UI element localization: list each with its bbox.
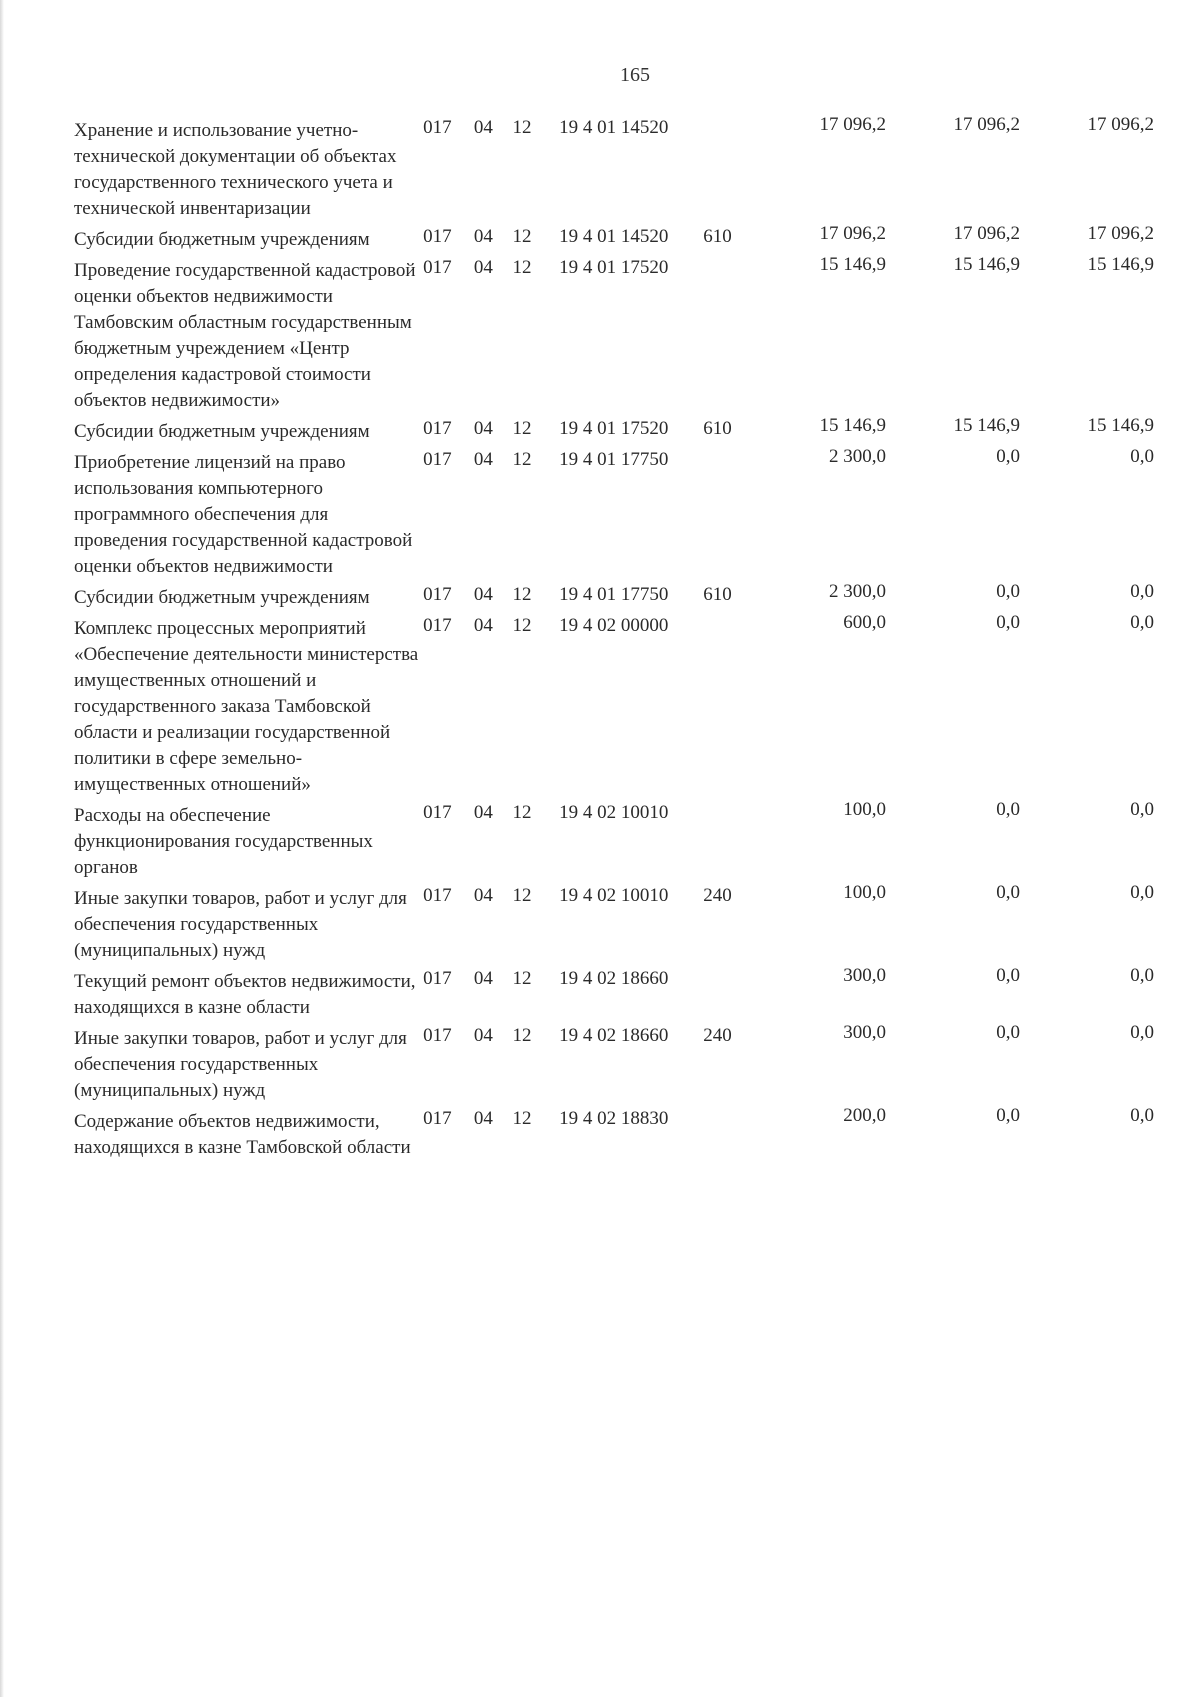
table-row (74, 450, 1154, 585)
row-expense-type (703, 115, 752, 224)
row-target-article: 19 4 01 14520 (559, 117, 669, 138)
row-name: Текущий ремонт объектов недвижимости, находящихся в казне области (74, 971, 416, 1018)
row-subsection-code: 12 (512, 615, 532, 636)
row-target-article: 19 4 02 10010 (559, 802, 669, 823)
table-row (74, 1109, 1154, 1166)
row-amount-year2: 0,0 (996, 581, 1020, 602)
row-name: Субсидии бюджетным учреждениям (74, 421, 370, 442)
row-amount-year3: 0,0 (1130, 965, 1154, 986)
row-name: Хранение и использование учетно-технической документации об объектах государственного технического учета и технической инвентаризации (74, 120, 397, 219)
row-grbs-code: 017 (423, 449, 452, 470)
row-grbs-code: 017 (423, 226, 452, 247)
table-row (74, 118, 1154, 227)
row-subsection-code: 12 (512, 1025, 532, 1046)
row-subsection-code: 12 (512, 226, 532, 247)
row-amount-year1: 300,0 (843, 965, 886, 986)
budget-table (74, 114, 1154, 1166)
row-grbs-code: 017 (423, 802, 452, 823)
row-target-article: 19 4 02 18660 (559, 1025, 669, 1046)
row-grbs-code: 017 (423, 1108, 452, 1129)
table-row (74, 616, 1154, 803)
table-body (74, 114, 1154, 1166)
row-amount-year3: 0,0 (1130, 581, 1154, 602)
row-name: Расходы на обеспечение функционирования государственных органов (74, 805, 373, 878)
row-section-code: 04 (473, 1108, 493, 1129)
table-row (74, 258, 1154, 419)
row-amount-year3: 17 096,2 (1087, 114, 1154, 135)
row-amount-year1: 17 096,2 (819, 114, 886, 135)
row-amount-year2: 17 096,2 (953, 114, 1020, 135)
row-expense-type (703, 800, 752, 883)
page-number: 165 (620, 64, 650, 86)
row-name: Иные закупки товаров, работ и услуг для обеспечения государственных (муниципальных) нужд (74, 1028, 407, 1101)
row-amount-year2: 15 146,9 (953, 254, 1020, 275)
row-amount-year3: 0,0 (1130, 1105, 1154, 1126)
row-subsection-code: 12 (512, 449, 532, 470)
row-target-article: 19 4 01 17520 (559, 418, 669, 439)
table-row (74, 803, 1154, 886)
table-row (74, 886, 1154, 969)
row-amount-year3: 15 146,9 (1087, 254, 1154, 275)
row-section-code: 04 (473, 117, 493, 138)
row-subsection-code: 12 (512, 257, 532, 278)
row-grbs-code: 017 (423, 1025, 452, 1046)
row-subsection-code: 12 (512, 418, 532, 439)
row-amount-year2: 0,0 (996, 1105, 1020, 1126)
row-expense-type (703, 1106, 752, 1163)
row-expense-type: 610 (703, 226, 732, 247)
row-amount-year3: 0,0 (1130, 799, 1154, 820)
row-expense-type: 240 (703, 885, 732, 906)
row-expense-type: 610 (703, 418, 732, 439)
row-amount-year2: 0,0 (996, 1022, 1020, 1043)
table-row (74, 1026, 1154, 1109)
row-grbs-code: 017 (423, 615, 452, 636)
row-section-code: 04 (473, 1025, 493, 1046)
row-amount-year1: 15 146,9 (819, 254, 886, 275)
row-subsection-code: 12 (512, 885, 532, 906)
row-amount-year1: 100,0 (843, 882, 886, 903)
row-section-code: 04 (473, 418, 493, 439)
row-amount-year3: 0,0 (1130, 1022, 1154, 1043)
row-target-article: 19 4 01 17750 (559, 449, 669, 470)
row-target-article: 19 4 01 17750 (559, 584, 669, 605)
row-amount-year2: 15 146,9 (953, 415, 1020, 436)
row-amount-year2: 0,0 (996, 612, 1020, 633)
row-target-article: 19 4 02 18830 (559, 1108, 669, 1129)
row-grbs-code: 017 (423, 584, 452, 605)
row-section-code: 04 (473, 449, 493, 470)
row-amount-year1: 2 300,0 (829, 446, 886, 467)
row-amount-year1: 2 300,0 (829, 581, 886, 602)
row-section-code: 04 (473, 226, 493, 247)
scan-edge (0, 0, 4, 1697)
row-target-article: 19 4 02 00000 (559, 615, 669, 636)
row-section-code: 04 (473, 615, 493, 636)
row-subsection-code: 12 (512, 584, 532, 605)
row-section-code: 04 (473, 968, 493, 989)
row-name: Субсидии бюджетным учреждениям (74, 587, 370, 608)
row-amount-year2: 0,0 (996, 799, 1020, 820)
row-subsection-code: 12 (512, 117, 532, 138)
row-amount-year3: 0,0 (1130, 612, 1154, 633)
row-section-code: 04 (473, 584, 493, 605)
row-subsection-code: 12 (512, 968, 532, 989)
row-amount-year3: 15 146,9 (1087, 415, 1154, 436)
row-target-article: 19 4 01 14520 (559, 226, 669, 247)
row-section-code: 04 (473, 257, 493, 278)
row-name: Комплекс процессных мероприятий «Обеспечение деятельности министерства имущественных отношений и государственного заказа Тамбовской области и реализации государственной политики в сфере земельно-имущественных отношений» (74, 618, 419, 795)
table-row (74, 969, 1154, 1026)
row-grbs-code: 017 (423, 885, 452, 906)
row-amount-year1: 600,0 (843, 612, 886, 633)
row-grbs-code: 017 (423, 257, 452, 278)
row-expense-type (703, 613, 752, 800)
row-target-article: 19 4 01 17520 (559, 257, 669, 278)
row-subsection-code: 12 (512, 802, 532, 823)
row-subsection-code: 12 (512, 1108, 532, 1129)
row-grbs-code: 017 (423, 418, 452, 439)
row-section-code: 04 (473, 885, 493, 906)
row-amount-year2: 0,0 (996, 882, 1020, 903)
row-amount-year1: 100,0 (843, 799, 886, 820)
row-name: Содержание объектов недвижимости, находящихся в казне Тамбовской области (74, 1111, 411, 1158)
row-name: Субсидии бюджетным учреждениям (74, 229, 370, 250)
row-amount-year3: 0,0 (1130, 446, 1154, 467)
row-expense-type (703, 447, 752, 582)
row-target-article: 19 4 02 18660 (559, 968, 669, 989)
row-grbs-code: 017 (423, 117, 452, 138)
row-amount-year3: 17 096,2 (1087, 223, 1154, 244)
row-expense-type (703, 966, 752, 1023)
row-target-article: 19 4 02 10010 (559, 885, 669, 906)
row-expense-type: 610 (703, 584, 732, 605)
row-amount-year2: 0,0 (996, 965, 1020, 986)
row-grbs-code: 017 (423, 968, 452, 989)
row-section-code: 04 (473, 802, 493, 823)
row-amount-year1: 15 146,9 (819, 415, 886, 436)
row-amount-year1: 17 096,2 (819, 223, 886, 244)
row-amount-year2: 17 096,2 (953, 223, 1020, 244)
row-expense-type: 240 (703, 1025, 732, 1046)
row-amount-year3: 0,0 (1130, 882, 1154, 903)
row-expense-type (703, 255, 752, 416)
row-name: Приобретение лицензий на право использования компьютерного программного обеспечения для проведения государственной кадастровой оценки объектов недвижимости (74, 452, 413, 577)
row-name: Иные закупки товаров, работ и услуг для обеспечения государственных (муниципальных) нужд (74, 888, 407, 961)
row-amount-year2: 0,0 (996, 446, 1020, 467)
row-amount-year1: 200,0 (843, 1105, 886, 1126)
row-name: Проведение государственной кадастровой оценки объектов недвижимости Тамбовским областным государственным бюджетным учреждением «Центр определения кадастровой стоимости объектов недвижимости» (74, 260, 416, 411)
row-amount-year1: 300,0 (843, 1022, 886, 1043)
